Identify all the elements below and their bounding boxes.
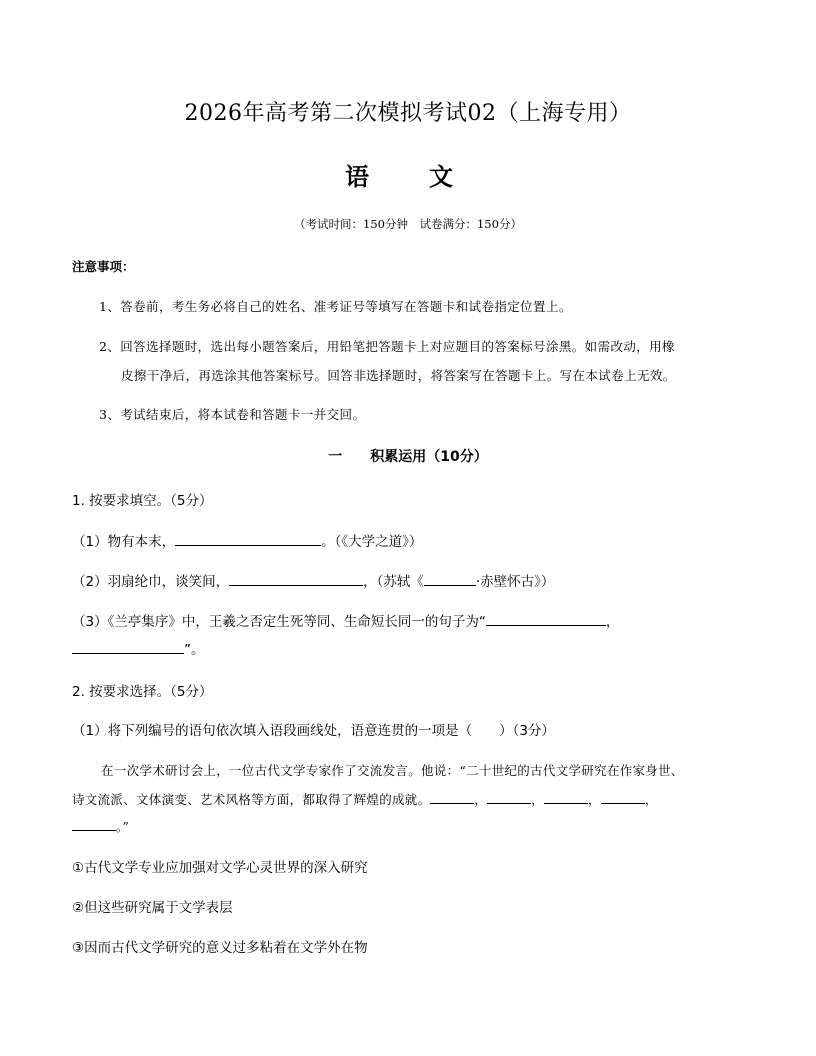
notice-item-2-continued: 皮擦干净后，再选涂其他答案标号。回答非选择题时，将答案写在答题卡上。写在本试卷上无效。 [121, 368, 676, 383]
passage-blank[interactable] [72, 819, 116, 831]
answer-blank[interactable] [175, 531, 321, 546]
sub-2-suffix: ·赤壁怀古》） [475, 574, 555, 590]
separator: ， [531, 792, 545, 807]
question-1-sub-3 [72, 610, 619, 630]
question-2-stem: 2. 按要求选择。（5分） [72, 684, 213, 700]
answer-blank[interactable] [72, 639, 184, 654]
sub-3-prefix: （3）《兰亭集序》中，王羲之否定生死等同、生命短长同一的句子为“ [72, 614, 486, 630]
separator: ， [644, 792, 658, 807]
passage-line-3 [72, 817, 129, 835]
question-1-sub-2 [72, 570, 554, 590]
notice-item-2: 2、回答选择题时，选出每小题答案后，用铅笔把答题卡上对应题目的答案标号涂黑。如需改动，用橡 [99, 339, 675, 354]
sub-1-prefix: （1）物有本末， [72, 534, 176, 550]
notice-item-3: 3、考试结束后，将本试卷和答题卡一并交回。 [99, 407, 366, 422]
page-title: 2026年高考第二次模拟考试02（上海专用） [184, 101, 632, 126]
separator: ， [588, 792, 601, 807]
exam-info: （考试时间：150分钟 试卷满分：150分） [294, 217, 522, 231]
question-1-stem: 1. 按要求填空。（5分） [72, 493, 213, 509]
separator: ， [474, 792, 488, 807]
subject-title: 语 文 [345, 162, 471, 191]
sub-2-prefix: （2）羽扇纶巾，谈笑间， [72, 574, 230, 590]
sub-3-mid: ， [605, 614, 620, 630]
answer-blank[interactable] [486, 611, 606, 626]
answer-blank[interactable] [424, 571, 476, 586]
answer-blank[interactable] [229, 571, 363, 586]
passage-end: 。” [116, 819, 130, 834]
option-3: ③因而古代文学研究的意义过多粘着在文学外在物 [72, 940, 368, 956]
sub-2-mid: ，（苏轼《 [363, 574, 424, 590]
question-1-sub-3-continued [72, 638, 205, 658]
passage-blank[interactable] [544, 792, 588, 804]
notice-item-1: 1、答卷前，考生务必将自己的姓名、准考证号等填写在答题卡和试卷指定位置上。 [99, 299, 572, 314]
section-heading: 一 积累运用（10分） [328, 449, 488, 465]
passage-line-2 [72, 790, 658, 808]
option-1: ①古代文学专业应加强对文学心灵世界的深入研究 [72, 860, 368, 876]
passage-blank[interactable] [430, 792, 474, 804]
passage-blank[interactable] [601, 792, 645, 804]
sub-3-suffix: ”。 [184, 642, 205, 658]
passage-blank[interactable] [487, 792, 531, 804]
sub-1-suffix: 。（《大学之道》） [321, 534, 423, 550]
passage-line-1: 在一次学术研讨会上，一位古代文学专家作了交流发言。他说：“二十世纪的古代文学研究在作家身世、 [101, 763, 684, 778]
notice-heading: 注意事项： [72, 259, 135, 274]
option-2: ②但这些研究属于文学表层 [72, 900, 233, 916]
question-1-sub-1 [72, 530, 422, 550]
question-2-sub-1: （1）将下列编号的语句依次填入语段画线处，语意连贯的一项是（ ）（3分） [72, 723, 555, 739]
passage-line-2-text: 诗文流派、文体演变、艺术风格等方面，都取得了辉煌的成就。 [72, 792, 431, 807]
